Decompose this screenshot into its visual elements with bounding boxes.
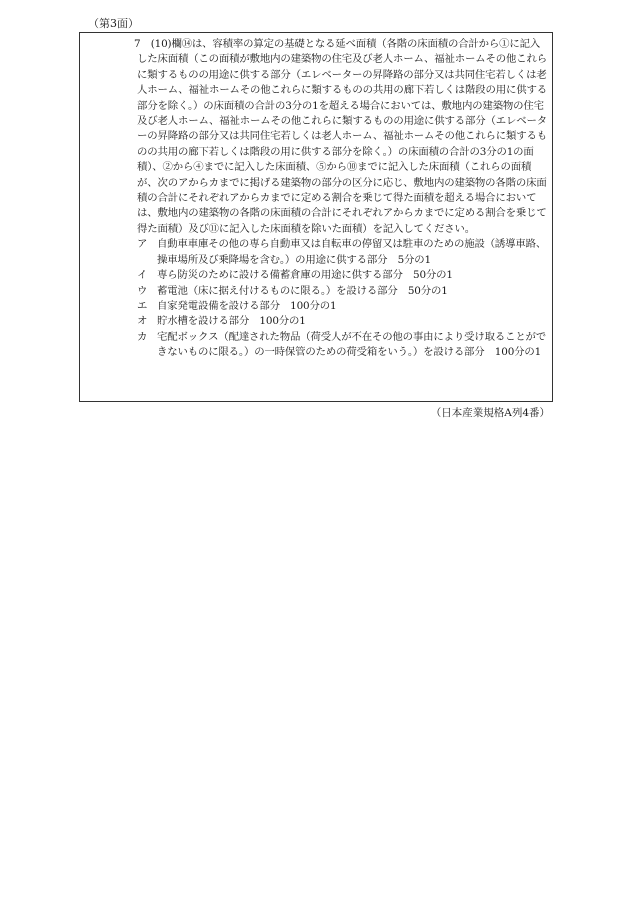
list-item — [137, 330, 547, 361]
paper-size-note: （日本産業規格A列4番） — [430, 407, 550, 419]
note-paragraph — [134, 37, 547, 237]
note-content — [134, 37, 547, 361]
list-item-text: 貯水槽を設ける部分 100分の1 — [157, 315, 306, 328]
list-item — [137, 237, 547, 268]
list-item — [137, 299, 547, 314]
note-number: 7 — [134, 38, 141, 50]
list-item-mark: ウ — [137, 284, 148, 297]
list-item-text: 宅配ボックス（配達された物品（荷受人が不在その他の事由により受け取ることができないものに限る。）の一時保管のための荷受箱をいう。）を設ける部分 100分の1 — [157, 330, 547, 359]
note-subnumber: (10) — [150, 38, 172, 50]
list-item-text: 蓄電池（床に据え付けるものに限る。）を設ける部分 50分の1 — [157, 284, 448, 297]
list-item-mark: エ — [137, 299, 148, 312]
list-item — [137, 314, 547, 329]
list-item-text: 自家発電設備を設ける部分 100分の1 — [157, 299, 337, 312]
page-label: （第3面） — [88, 17, 139, 30]
list-item-mark: イ — [137, 269, 148, 282]
list-item-mark: カ — [137, 330, 148, 343]
note-text: 欄⑭は、容積率の算定の基礎となる延べ面積（各階の床面積の合計から①に記入した床面積（この面積が敷地内の建築物の住宅及び老人ホーム、福祉ホームその他これらに類するものの用途に供する部分（エレベーターの昇降路の部分又は共同住宅若しくは老人ホーム、福祉ホームその他これらに類するものの共用の廊下若しくは階段の用に供する部分を除く。）の床面積の合計の3分の1を超える場合においては、敷地内の建築物の住宅及び老人ホーム、福祉ホームその他これらに類するものの用途に供する部分（エレベーターの昇降路の部分又は共同住宅若しくは老人ホーム、福祉ホームその他これらに類するものの共用の廊下若しくは階段の用に供する部分を除く。）の床面積の合計の3分の1の面積）、②から④までに記入した床面積、⑤から⑩までに記入した床面積（これらの面積が、次のアからカまでに掲げる建築物の部分の区分に応じ、敷地内の建築物の各階の床面積の合計にそれぞれアからカまでに定める割合を乗じて得た面積を超える場合においては、敷地内の建築物の各階の床面積の合計にそれぞれアからカまでに定める割合を乗じて得た面積）及び⑪に記入した床面積を除いた面積）を記入してください。 — [137, 38, 547, 235]
list-item-text: 自動車車庫その他の専ら自動車又は自転車の停留又は駐車のための施設（誘導車路、操車場所及び乗降場を含む。）の用途に供する部分 5分の1 — [157, 238, 547, 266]
list-item-mark: オ — [137, 315, 148, 328]
list-item — [137, 268, 547, 283]
list-item-mark: ア — [137, 238, 148, 251]
list-item — [137, 284, 547, 299]
list-item-text: 専ら防災のために設ける備蓄倉庫の用途に供する部分 50分の1 — [157, 269, 453, 282]
